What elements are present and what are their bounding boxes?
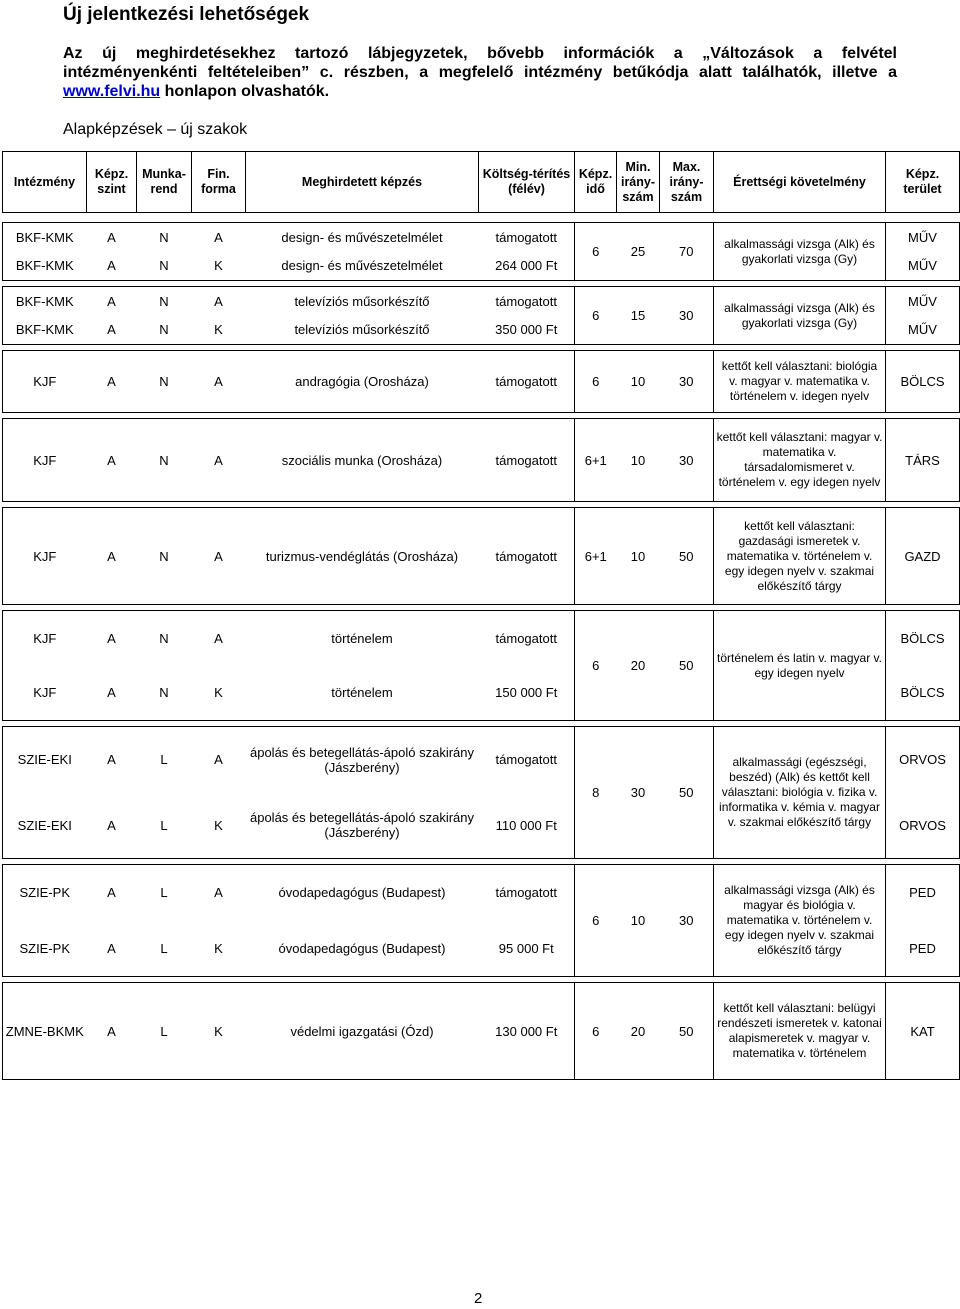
cell-koltseg: támogatott — [479, 223, 575, 252]
cell-terulet: ORVOS — [886, 793, 960, 859]
cell-inst: SZIE-PK — [3, 865, 87, 921]
header-terulet: Képz. terület — [886, 152, 960, 213]
header-meghirdetett: Meghirdetett képzés — [246, 152, 479, 213]
cell-szint: A — [87, 865, 137, 921]
cell-erettsegi: kettőt kell választani: gazdasági ismeretek v. matematika v. történelem v. egy idegen nyelv v. szakmai előkészítő tárgy — [714, 508, 886, 605]
cell-inst: KJF — [3, 351, 87, 413]
cell-forma: A — [192, 865, 246, 921]
table-row — [3, 508, 960, 605]
cell-szint: A — [87, 793, 137, 859]
cell-koltseg: támogatott — [479, 865, 575, 921]
cell-kepzes: ápolás és betegellátás-ápoló szakirány (Jászberény) — [246, 793, 479, 859]
cell-szint: A — [87, 223, 137, 252]
cell-min: 15 — [617, 287, 660, 345]
cell-rend: N — [137, 419, 192, 502]
cell-max: 30 — [660, 287, 714, 345]
cell-rend: N — [137, 611, 192, 666]
cell-erettsegi: alkalmassági vizsga (Alk) és magyar és biológia v. matematika v. történelem v. egy idegen nyelv v. szakmai előkészítő tárgy — [714, 865, 886, 977]
cell-inst: SZIE-EKI — [3, 793, 87, 859]
header-munkarend: Munka-rend — [137, 152, 192, 213]
cell-forma: K — [192, 316, 246, 345]
section-subtitle: Alapképzések – új szakok — [63, 121, 248, 138]
cell-inst: SZIE-EKI — [3, 727, 87, 793]
cell-koltseg: támogatott — [479, 419, 575, 502]
cell-kepzes: televíziós műsorkészítő — [246, 316, 479, 345]
cell-ido: 6 — [575, 223, 617, 281]
cell-szint: A — [87, 287, 137, 316]
cell-rend: L — [137, 865, 192, 921]
cell-ido: 8 — [575, 727, 617, 859]
cell-terulet: ORVOS — [886, 727, 960, 793]
cell-rend: L — [137, 921, 192, 977]
cell-kepzes: szociális munka (Orosháza) — [246, 419, 479, 502]
cell-terulet: MŰV — [886, 316, 960, 345]
cell-max: 50 — [660, 611, 714, 721]
table-row — [3, 727, 960, 793]
cell-erettsegi: kettőt kell választani: magyar v. matematika v. társadalomismeret v. történelem v. egy idegen nyelv — [714, 419, 886, 502]
cell-terulet: BÖLCS — [886, 666, 960, 721]
cell-min: 10 — [617, 419, 660, 502]
cell-min: 10 — [617, 351, 660, 413]
cell-kepzes: design- és művészetelmélet — [246, 223, 479, 252]
cell-forma: A — [192, 223, 246, 252]
cell-forma: A — [192, 287, 246, 316]
intro-paragraph — [63, 44, 897, 101]
cell-koltseg: 150 000 Ft — [479, 666, 575, 721]
table-row — [3, 611, 960, 666]
cell-inst: BKF-KMK — [3, 252, 87, 281]
table-row — [3, 419, 960, 502]
cell-inst: ZMNE-BKMK — [3, 983, 87, 1080]
cell-rend: N — [137, 316, 192, 345]
cell-terulet: BÖLCS — [886, 611, 960, 666]
cell-kepzes: óvodapedagógus (Budapest) — [246, 921, 479, 977]
header-intezmeny: Intézmény — [3, 152, 87, 213]
cell-ido: 6+1 — [575, 508, 617, 605]
cell-koltseg: támogatott — [479, 287, 575, 316]
cell-forma: A — [192, 351, 246, 413]
cell-terulet: PED — [886, 921, 960, 977]
cell-ido: 6+1 — [575, 419, 617, 502]
cell-terulet: BÖLCS — [886, 351, 960, 413]
cell-ido: 6 — [575, 983, 617, 1080]
cell-max: 50 — [660, 727, 714, 859]
cell-kepzes: andragógia (Orosháza) — [246, 351, 479, 413]
header-kepz-szint: Képz. szint — [87, 152, 137, 213]
cell-rend: N — [137, 508, 192, 605]
cell-forma: K — [192, 921, 246, 977]
cell-kepzes: történelem — [246, 611, 479, 666]
cell-forma: A — [192, 727, 246, 793]
cell-forma: A — [192, 508, 246, 605]
table-row — [3, 351, 960, 413]
cell-koltseg: támogatott — [479, 351, 575, 413]
cell-max: 30 — [660, 865, 714, 977]
cell-koltseg: 264 000 Ft — [479, 252, 575, 281]
cell-max: 50 — [660, 983, 714, 1080]
cell-forma: K — [192, 666, 246, 721]
table-row — [3, 223, 960, 252]
cell-koltseg: 95 000 Ft — [479, 921, 575, 977]
cell-koltseg: támogatott — [479, 611, 575, 666]
cell-min: 10 — [617, 508, 660, 605]
cell-max: 50 — [660, 508, 714, 605]
cell-szint: A — [87, 983, 137, 1080]
cell-rend: N — [137, 252, 192, 281]
cell-terulet: TÁRS — [886, 419, 960, 502]
cell-inst: BKF-KMK — [3, 223, 87, 252]
cell-szint: A — [87, 316, 137, 345]
cell-szint: A — [87, 727, 137, 793]
cell-szint: A — [87, 666, 137, 721]
felvi-link[interactable]: www.felvi.hu — [63, 83, 161, 100]
cell-kepzes: televíziós műsorkészítő — [246, 287, 479, 316]
cell-kepzes: óvodapedagógus (Budapest) — [246, 865, 479, 921]
cell-szint: A — [87, 351, 137, 413]
cell-ido: 6 — [575, 287, 617, 345]
cell-terulet: KAT — [886, 983, 960, 1080]
cell-kepzes: védelmi igazgatási (Ózd) — [246, 983, 479, 1080]
intro-line-3: honlapon olvashatók. — [160, 83, 330, 100]
cell-erettsegi: alkalmassági vizsga (Alk) és gyakorlati vizsga (Gy) — [714, 287, 886, 345]
cell-szint: A — [87, 508, 137, 605]
cell-inst: KJF — [3, 611, 87, 666]
header-fin-forma: Fin. forma — [192, 152, 246, 213]
cell-rend: L — [137, 727, 192, 793]
intro-line-2: intézményenkénti feltételeiben” c. részben, a megfelelő intézmény betűkódja alatt találhatók, illetve a — [63, 64, 897, 81]
cell-terulet: MŰV — [886, 223, 960, 252]
cell-min: 25 — [617, 223, 660, 281]
cell-szint: A — [87, 252, 137, 281]
cell-koltseg: 110 000 Ft — [479, 793, 575, 859]
cell-min: 10 — [617, 865, 660, 977]
cell-szint: A — [87, 921, 137, 977]
cell-inst: BKF-KMK — [3, 316, 87, 345]
cell-erettsegi: alkalmassági vizsga (Alk) és gyakorlati vizsga (Gy) — [714, 223, 886, 281]
cell-szint: A — [87, 611, 137, 666]
header-min: Min. irány-szám — [617, 152, 660, 213]
cell-erettsegi: kettőt kell választani: belügyi rendészeti ismeretek v. katonai alapismeretek v. magyar v. matematika v. történelem — [714, 983, 886, 1080]
cell-inst: KJF — [3, 666, 87, 721]
cell-forma: K — [192, 983, 246, 1080]
header-kepz-ido: Képz. idő — [575, 152, 617, 213]
cell-max: 30 — [660, 351, 714, 413]
cell-kepzes: történelem — [246, 666, 479, 721]
cell-koltseg: támogatott — [479, 508, 575, 605]
cell-max: 30 — [660, 419, 714, 502]
table-row — [3, 983, 960, 1080]
cell-rend: L — [137, 793, 192, 859]
cell-rend: L — [137, 983, 192, 1080]
table-row — [3, 287, 960, 316]
cell-ido: 6 — [575, 865, 617, 977]
cell-koltseg: támogatott — [479, 727, 575, 793]
cell-kepzes: ápolás és betegellátás-ápoló szakirány (Jászberény) — [246, 727, 479, 793]
page-title: Új jelentkezési lehetőségek — [63, 4, 310, 25]
cell-min: 20 — [617, 983, 660, 1080]
header-koltseg: Költség-térítés (félév) — [479, 152, 575, 213]
intro-line-1: Az új meghirdetésekhez tartozó lábjegyzetek, bővebb információk a „Változások a felvétel — [63, 45, 897, 62]
cell-min: 30 — [617, 727, 660, 859]
cell-koltseg: 350 000 Ft — [479, 316, 575, 345]
cell-min: 20 — [617, 611, 660, 721]
cell-forma: A — [192, 419, 246, 502]
cell-rend: N — [137, 666, 192, 721]
cell-ido: 6 — [575, 351, 617, 413]
cell-rend: N — [137, 223, 192, 252]
cell-terulet: MŰV — [886, 252, 960, 281]
cell-inst: KJF — [3, 508, 87, 605]
cell-forma: K — [192, 252, 246, 281]
cell-inst: BKF-KMK — [3, 287, 87, 316]
cell-szint: A — [87, 419, 137, 502]
cell-inst: KJF — [3, 419, 87, 502]
cell-forma: A — [192, 611, 246, 666]
table-row — [3, 865, 960, 921]
cell-kepzes: design- és művészetelmélet — [246, 252, 479, 281]
cell-terulet: GAZD — [886, 508, 960, 605]
cell-ido: 6 — [575, 611, 617, 721]
cell-rend: N — [137, 287, 192, 316]
cell-max: 70 — [660, 223, 714, 281]
cell-inst: SZIE-PK — [3, 921, 87, 977]
cell-terulet: PED — [886, 865, 960, 921]
cell-forma: K — [192, 793, 246, 859]
header-erettsegi: Érettségi követelmény — [714, 152, 886, 213]
cell-rend: N — [137, 351, 192, 413]
cell-koltseg: 130 000 Ft — [479, 983, 575, 1080]
header-max: Max. irány-szám — [660, 152, 714, 213]
page-number: 2 — [474, 1290, 483, 1307]
cell-kepzes: turizmus-vendéglátás (Orosháza) — [246, 508, 479, 605]
cell-terulet: MŰV — [886, 287, 960, 316]
cell-erettsegi: történelem és latin v. magyar v. egy idegen nyelv — [714, 611, 886, 721]
table-header-row — [3, 152, 960, 213]
cell-erettsegi: alkalmassági (egészségi, beszéd) (Alk) és kettőt kell választani: biológia v. fizika v. informatika v. kémia v. magyar v. szakmai előkészítő tárgy — [714, 727, 886, 859]
cell-erettsegi: kettőt kell választani: biológia v. magyar v. matematika v. történelem v. idegen nyelv — [714, 351, 886, 413]
courses-table — [2, 151, 960, 1080]
